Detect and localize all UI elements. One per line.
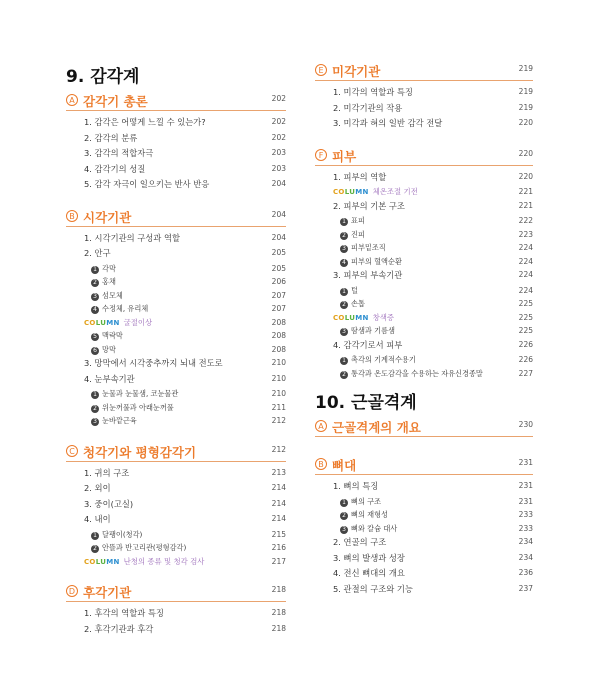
- section-title: 시각기관: [83, 209, 132, 225]
- toc-page-number: 220: [518, 118, 533, 127]
- toc-item-label: 5. 감각 자극이 일으키는 반사 반응: [84, 179, 210, 189]
- subitem-number-badge: 1: [91, 532, 99, 540]
- toc-page-number: 206: [271, 277, 286, 286]
- toc-subitem[interactable]: [315, 325, 533, 337]
- toc-item[interactable]: [66, 132, 286, 144]
- toc-item[interactable]: [66, 513, 286, 525]
- section-divider: [66, 226, 286, 227]
- subitem-number-badge: 2: [340, 301, 348, 309]
- subitem-number-badge: 1: [91, 391, 99, 399]
- toc-page-number: 220: [518, 171, 533, 181]
- toc-item-label: 3. 감각의 적합자극: [84, 148, 154, 158]
- toc-page-number: 225: [518, 299, 533, 308]
- toc-page-number: 226: [518, 355, 533, 364]
- toc-subitem-label: [91, 388, 178, 400]
- subitem-number-badge: 3: [340, 328, 348, 336]
- subitem-text: 뼈의 구조: [351, 496, 382, 506]
- toc-item-label: 5. 관절의 구조와 기능: [333, 583, 413, 594]
- subitem-text: 뼈와 칼슘 대사: [351, 523, 398, 533]
- section-page-number: 202: [271, 94, 286, 103]
- toc-subitem-label: [91, 263, 116, 275]
- toc-page-number: 234: [518, 537, 533, 546]
- toc-subitem[interactable]: [315, 509, 533, 521]
- toc-page-number: 233: [518, 510, 533, 519]
- subitem-number-badge: 3: [340, 245, 348, 253]
- section-letter-badge: E: [315, 64, 327, 76]
- subitem-number-badge: 3: [91, 293, 99, 301]
- toc-subitem[interactable]: [66, 263, 286, 275]
- toc-page-number: 224: [518, 270, 533, 279]
- section-header[interactable]: [315, 147, 533, 165]
- toc-page-number: 221: [518, 187, 533, 196]
- section-header[interactable]: [66, 92, 286, 110]
- toc-page-number: 219: [518, 102, 533, 112]
- column-entry-label: [333, 186, 418, 198]
- toc-item-label: 1. 시각기관의 구성과 역할: [84, 232, 180, 243]
- toc-subitem-label: [340, 368, 483, 380]
- subitem-text: 눈바깥근육: [102, 416, 137, 425]
- toc-subitem[interactable]: [315, 229, 533, 241]
- toc-item-label: 1. 미각의 역할과 특징: [333, 87, 413, 97]
- section-divider: [66, 601, 286, 602]
- toc-item[interactable]: [66, 357, 286, 369]
- toc-page-number: 231: [518, 496, 533, 506]
- toc-page-number: 217: [271, 556, 286, 566]
- toc-item-label: 2. 피부의 기본 구조: [333, 200, 405, 211]
- section-header[interactable]: [315, 456, 533, 474]
- subitem-text: 섬모체: [102, 290, 123, 300]
- toc-page-number: 215: [271, 529, 286, 539]
- subitem-number-badge: 1: [340, 288, 348, 296]
- toc-page-number: 214: [271, 498, 286, 508]
- column-entry[interactable]: [66, 556, 286, 568]
- column-entry-label: [333, 312, 394, 324]
- toc-item-label: 4. 감각기로서 피부: [333, 339, 403, 350]
- toc-item-label: 2. 안구: [84, 248, 111, 258]
- column-title: 굴절이상: [123, 317, 153, 327]
- toc-subitem[interactable]: [315, 215, 533, 227]
- toc-subitem[interactable]: [66, 402, 286, 414]
- toc-subitem-label: [340, 496, 381, 508]
- subitem-text: 뼈의 재형성: [351, 510, 389, 519]
- toc-item-label: 3. 미각과 혀의 일반 감각 전달: [333, 118, 443, 128]
- toc-subitem-label: [340, 509, 388, 521]
- section-page-number: 230: [518, 420, 533, 429]
- subitem-number-badge: 1: [340, 357, 348, 365]
- toc-item[interactable]: [315, 171, 533, 183]
- toc-subitem[interactable]: [66, 415, 286, 427]
- toc-page-number: 208: [271, 331, 286, 340]
- section-title: 미각기관: [332, 64, 381, 79]
- toc-subitem[interactable]: [315, 242, 533, 254]
- section-title: 감각기 총론: [83, 94, 148, 109]
- toc-subitem-label: [91, 276, 116, 288]
- chapter-title: 9. 감각계: [66, 67, 140, 87]
- toc-page-number: 205: [271, 248, 286, 257]
- toc-item[interactable]: [315, 86, 533, 98]
- subitem-number-badge: 2: [91, 545, 99, 553]
- column-title: 창색증: [372, 312, 395, 322]
- toc-page-number: 237: [518, 583, 533, 593]
- subitem-number-badge: 4: [91, 306, 99, 314]
- column-entry-label: [84, 556, 204, 568]
- toc-subitem-label: [340, 215, 365, 227]
- subitem-text: 맥락막: [102, 331, 123, 340]
- subitem-number-badge: 4: [340, 259, 348, 267]
- toc-item-label: 3. 망막에서 시각중추까지 뇌내 전도로: [84, 358, 223, 368]
- toc-page-number: 219: [518, 87, 533, 96]
- toc-page-number: 210: [271, 373, 286, 383]
- toc-page-number: 224: [518, 285, 533, 295]
- subitem-text: 안뜰과 반고리관(평형감각): [102, 543, 187, 552]
- toc-page-number: 225: [518, 312, 533, 322]
- subitem-text: 피부밑조직: [351, 243, 386, 252]
- section-letter-badge: C: [66, 445, 78, 457]
- toc-item-label: 1. 후각의 역할과 특징: [84, 608, 164, 618]
- toc-item[interactable]: [66, 498, 286, 510]
- toc-item-label: 1. 감각은 어떻게 느낄 수 있는가?: [84, 117, 206, 127]
- subitem-number-badge: 3: [340, 526, 348, 534]
- toc-item[interactable]: [315, 269, 533, 281]
- toc-page-number: 208: [271, 344, 286, 354]
- toc-subitem[interactable]: [66, 344, 286, 356]
- toc-item-label: 2. 미각기관의 작용: [333, 102, 403, 113]
- toc-subitem[interactable]: [315, 523, 533, 535]
- section-divider: [315, 474, 533, 475]
- toc-item-label: 2. 후각기관과 후각: [84, 623, 154, 634]
- column-entry[interactable]: [315, 186, 533, 198]
- toc-page-number: 211: [271, 402, 286, 412]
- toc-item[interactable]: [315, 200, 533, 212]
- toc-page-number: 207: [271, 304, 286, 313]
- toc-subitem[interactable]: [315, 354, 533, 366]
- toc-item-label: 2. 연골의 구조: [333, 537, 387, 547]
- toc-item-label: 1. 뼈의 특징: [333, 481, 379, 491]
- subitem-number-badge: 1: [91, 266, 99, 274]
- subitem-text: 털: [351, 285, 358, 295]
- subitem-number-badge: 2: [91, 279, 99, 287]
- toc-subitem[interactable]: [66, 542, 286, 554]
- toc-subitem[interactable]: [66, 529, 286, 541]
- toc-page-number: 224: [518, 243, 533, 252]
- subitem-text: 각막: [102, 263, 116, 273]
- section-divider: [315, 436, 533, 437]
- toc-subitem[interactable]: [315, 298, 533, 310]
- section-letter-badge: B: [66, 210, 78, 222]
- column-tag: COLUMN: [333, 188, 369, 196]
- toc-item[interactable]: [315, 117, 533, 129]
- toc-item[interactable]: [66, 147, 286, 159]
- toc-page-number: 234: [518, 552, 533, 562]
- toc-page-number: 226: [518, 339, 533, 349]
- toc-subitem-label: [340, 242, 386, 254]
- toc-page-number: 224: [518, 256, 533, 266]
- toc-subitem[interactable]: [315, 256, 533, 268]
- section-page-number: 204: [271, 209, 286, 219]
- toc-subitem-label: [91, 330, 123, 342]
- toc-subitem-label: [340, 298, 365, 310]
- toc-page-number: 225: [518, 326, 533, 335]
- subitem-number-badge: 2: [91, 405, 99, 413]
- toc-page-number: 205: [271, 263, 286, 273]
- toc-page-number: 222: [518, 216, 533, 225]
- toc-item-label: 2. 감각의 분류: [84, 132, 138, 143]
- subitem-number-badge: 5: [91, 333, 99, 341]
- toc-item-label: 4. 내이: [84, 514, 111, 524]
- toc-page-number: 208: [271, 317, 286, 327]
- section-letter-badge: D: [66, 585, 78, 597]
- section-letter-badge: B: [315, 458, 327, 470]
- column-entry[interactable]: [66, 317, 286, 329]
- toc-item-label: 3. 중이(고실): [84, 498, 134, 509]
- toc-subitem-label: [91, 344, 116, 356]
- toc-subitem[interactable]: [66, 276, 286, 288]
- subitem-text: 눈물과 눈물샘, 코눈물관: [102, 389, 179, 398]
- subitem-number-badge: 2: [340, 512, 348, 520]
- section-page-number: 231: [518, 458, 533, 467]
- toc-page-number: 203: [271, 148, 286, 157]
- toc-subitem-label: [91, 402, 174, 414]
- toc-item[interactable]: [66, 373, 286, 385]
- toc-subitem-label: [91, 415, 137, 427]
- toc-page-number: 213: [271, 467, 286, 477]
- toc-item[interactable]: [66, 247, 286, 259]
- toc-page-number: 210: [271, 358, 286, 367]
- subitem-text: 망막: [102, 344, 116, 354]
- subitem-number-badge: 2: [340, 371, 348, 379]
- toc-page-number: 216: [271, 543, 286, 552]
- section-letter-badge: F: [315, 149, 327, 161]
- subitem-text: 피부의 혈액순환: [351, 256, 402, 266]
- toc-page-number: 202: [271, 132, 286, 142]
- toc-item[interactable]: [66, 232, 286, 244]
- toc-subitem[interactable]: [66, 303, 286, 315]
- subitem-text: 수정체, 유리체: [102, 304, 149, 313]
- subitem-number-badge: 3: [91, 418, 99, 426]
- toc-item[interactable]: [315, 536, 533, 548]
- section-title: 후각기관: [83, 585, 132, 600]
- column-title: 체온조절 기전: [372, 187, 418, 196]
- toc-subitem[interactable]: [315, 496, 533, 508]
- subitem-text: 손톱: [351, 299, 365, 308]
- toc-page-number: 223: [518, 229, 533, 239]
- toc-page-number: 212: [271, 416, 286, 425]
- subitem-text: 홍채: [102, 277, 116, 286]
- toc-page-number: 221: [518, 200, 533, 210]
- toc-subitem-label: [91, 303, 148, 315]
- toc-subitem[interactable]: [315, 285, 533, 297]
- section-page-number: 219: [518, 64, 533, 73]
- toc-page-number: 236: [518, 568, 533, 577]
- toc-item-label: 3. 뼈의 발생과 성장: [333, 552, 405, 563]
- toc-subitem-label: [91, 542, 186, 554]
- column-entry[interactable]: [315, 312, 533, 324]
- toc-subitem-label: [340, 325, 395, 337]
- subitem-text: 위눈꺼풀과 아래눈꺼풀: [102, 402, 174, 412]
- toc-item[interactable]: [315, 339, 533, 351]
- section-title: 뼈대: [332, 458, 357, 473]
- subitem-text: 달팽이(청각): [102, 529, 143, 539]
- toc-page-number: 204: [271, 179, 286, 188]
- section-title: 근골격계의 개요: [332, 420, 421, 435]
- section-divider: [315, 165, 533, 166]
- subitem-text: 통각과 온도감각을 수용하는 자유신경종말: [351, 368, 483, 378]
- toc-page-number: 214: [271, 483, 286, 492]
- subitem-number-badge: 1: [340, 499, 348, 507]
- toc-page-number: 231: [518, 481, 533, 490]
- toc-item[interactable]: [66, 623, 286, 635]
- toc-item[interactable]: [66, 607, 286, 619]
- section-header[interactable]: [66, 208, 286, 226]
- subitem-text: 촉각의 기계적수용기: [351, 355, 416, 364]
- toc-page-number: 202: [271, 117, 286, 126]
- section-title: 피부: [332, 148, 357, 164]
- toc-subitem-label: [91, 529, 142, 541]
- subitem-text: 진피: [351, 229, 365, 239]
- column-title: 난청의 종류 및 청각 검사: [123, 556, 205, 566]
- toc-subitem[interactable]: [66, 330, 286, 342]
- toc-subitem-label: [340, 285, 358, 297]
- toc-item-label: 4. 전신 뼈대의 개요: [333, 568, 405, 578]
- toc-item-label: 4. 눈부속기관: [84, 373, 135, 384]
- section-header[interactable]: [315, 62, 533, 80]
- section-page-number: 218: [271, 585, 286, 594]
- subitem-number-badge: 1: [340, 218, 348, 226]
- subitem-number-badge: 6: [91, 347, 99, 355]
- toc-page-number: 214: [271, 514, 286, 523]
- toc-item-label: 1. 귀의 구조: [84, 467, 130, 478]
- toc-item[interactable]: [315, 552, 533, 564]
- toc-subitem-label: [91, 290, 123, 302]
- toc-page-number: 204: [271, 232, 286, 242]
- subitem-text: 표피: [351, 216, 365, 225]
- toc-item[interactable]: [66, 178, 286, 190]
- toc-subitem[interactable]: [315, 368, 533, 380]
- section-divider: [66, 461, 286, 462]
- toc-item[interactable]: [66, 116, 286, 128]
- toc-page-number: 210: [271, 389, 286, 398]
- column-tag: COLUMN: [84, 318, 120, 327]
- toc-subitem-label: [340, 354, 416, 366]
- toc-item[interactable]: [315, 480, 533, 492]
- section-letter-badge: A: [66, 94, 78, 106]
- section-header[interactable]: [66, 583, 286, 601]
- toc-item[interactable]: [66, 163, 286, 175]
- toc-item[interactable]: [315, 583, 533, 595]
- column-tag: COLUMN: [84, 557, 120, 566]
- section-letter-badge: A: [315, 420, 327, 432]
- toc-item-label: 3. 피부의 부속기관: [333, 270, 403, 280]
- section-divider: [66, 110, 286, 111]
- toc-subitem[interactable]: [66, 388, 286, 400]
- toc-subitem-label: [340, 523, 397, 535]
- toc-item[interactable]: [315, 102, 533, 114]
- section-header[interactable]: [66, 443, 286, 461]
- toc-subitem-label: [340, 256, 402, 268]
- column-entry-label: [84, 317, 152, 329]
- toc-item-label: 4. 감각기의 성질: [84, 163, 146, 174]
- section-page-number: 212: [271, 444, 286, 454]
- section-divider: [315, 80, 533, 81]
- column-tag: COLUMN: [333, 313, 369, 322]
- toc-subitem[interactable]: [66, 290, 286, 302]
- toc-item[interactable]: [66, 482, 286, 494]
- toc-item[interactable]: [315, 567, 533, 579]
- section-title: 청각기와 평형감각기: [83, 444, 197, 460]
- toc-page-number: 227: [518, 368, 533, 378]
- toc-subitem-label: [340, 229, 365, 241]
- chapter-title: 10. 근골격계: [315, 393, 417, 413]
- subitem-text: 땀샘과 기름샘: [351, 326, 395, 335]
- toc-page-number: 233: [518, 523, 533, 533]
- toc-item-label: 1. 피부의 역할: [333, 171, 387, 182]
- toc-page-number: 218: [271, 608, 286, 617]
- toc-page-number: 207: [271, 290, 286, 300]
- section-page-number: 220: [518, 148, 533, 158]
- toc-item[interactable]: [66, 467, 286, 479]
- section-header[interactable]: [315, 418, 533, 436]
- subitem-number-badge: 2: [340, 232, 348, 240]
- toc-page-number: 218: [271, 623, 286, 633]
- toc-item-label: 2. 외이: [84, 483, 111, 493]
- toc-page-number: 203: [271, 163, 286, 173]
